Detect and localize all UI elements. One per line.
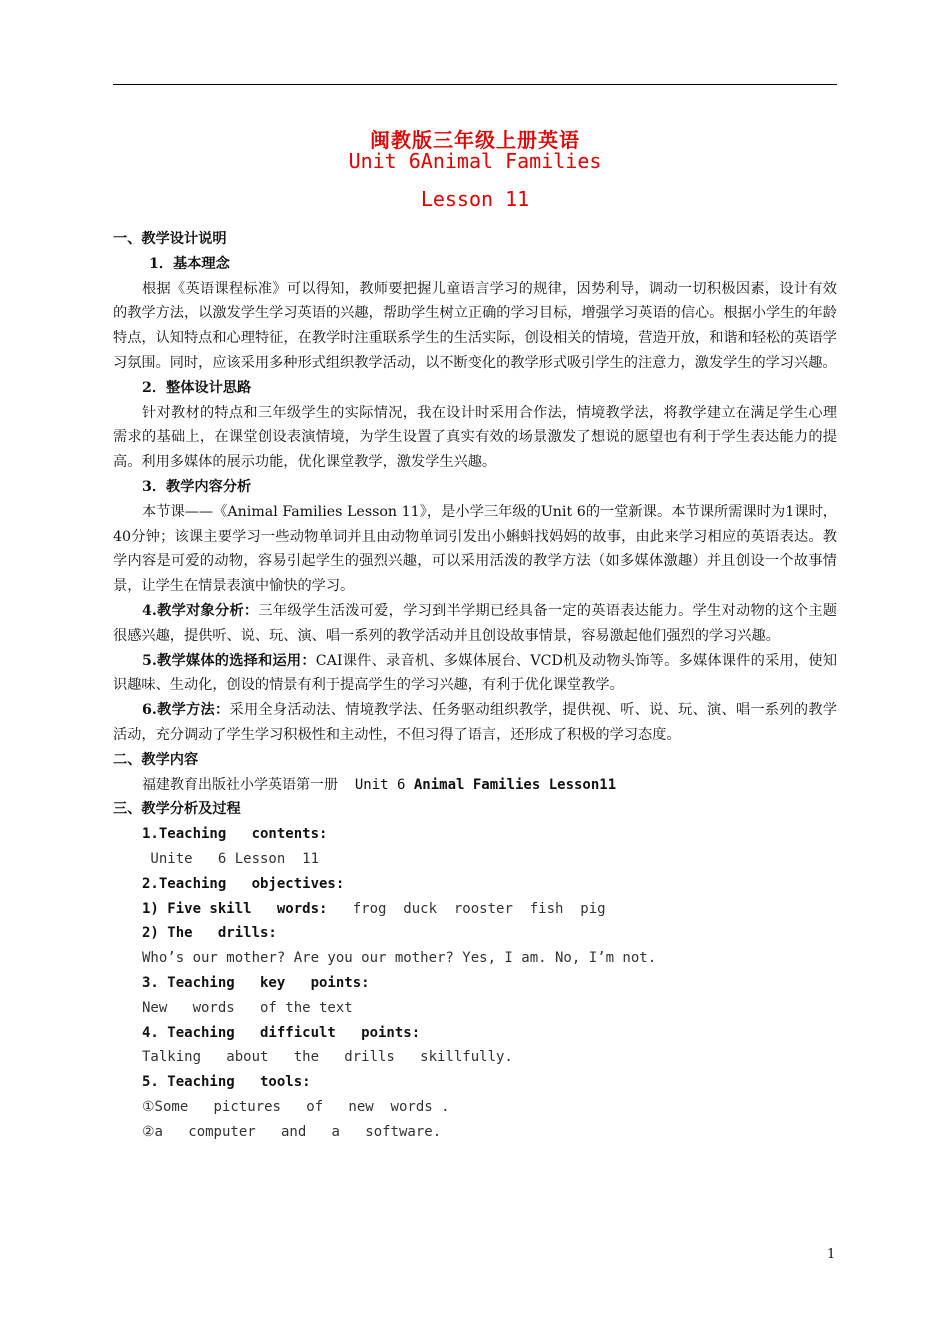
subsection-6 xyxy=(113,698,837,748)
section-2-heading: 二、教学内容 xyxy=(113,751,199,768)
document-title: 闽教版三年级上册英语 xyxy=(370,128,580,152)
item-teaching-contents: 1.Teaching contents: xyxy=(142,826,328,843)
subsection-1-text: 根据《英语课程标准》可以得知，教师要把握儿童语言学习的规律，因势利导，调动一切积极因素，设计有效的教学方法，以激发学生学习英语的兴趣，帮助学生树立正确的学习目标，增强学习英语的信心。根据小学生的年龄特点，认知特点和心理特征，在教学时注重联系学生的生活实际，创设相关的情境，营造开放，和谐和轻松的英语学习氛围。同时，应该采用多种形式组织教学活动，以不断变化的教学形式吸引学生的注意力，激发学生的学习兴趣。 xyxy=(113,280,837,371)
unit-title: Unit 6Animal Families xyxy=(348,149,602,173)
subsection-2-text: 针对教材的特点和三年级学生的实际情况，我在设计时采用合作法，情境教学法，将教学建立在满足学生心理需求的基础上，在课堂创设表演情境，为学生设置了真实有效的场景激发了想说的愿望也有利于学生表达能力的提高。利用多媒体的展示功能，优化课堂教学，激发学生兴趣。 xyxy=(113,404,837,471)
subsection-3-heading: 3．教学内容分析 xyxy=(142,478,252,495)
subsection-5-label: 5.教学媒体的选择和运用： xyxy=(142,652,316,669)
item-unit-lesson: Unite 6 Lesson 11 xyxy=(142,850,320,867)
item-difficult-points-text: Talking about the drills skillfully. xyxy=(142,1049,513,1066)
item-teaching-objectives: 2.Teaching objectives: xyxy=(142,875,345,892)
item-difficult-points: 4. Teaching difficult points: xyxy=(142,1024,421,1041)
item-drills-text: Who’s our mother? Are you our mother? Yes, I am. No, I’m not. xyxy=(142,950,657,967)
item-key-points-text: New words of the text xyxy=(142,999,353,1016)
item-drills: 2) The drills: xyxy=(142,925,277,942)
subsection-1-heading: 1．基本理念 xyxy=(149,255,230,272)
section-1-heading: 一、教学设计说明 xyxy=(113,231,227,247)
subsection-4-label: 4.教学对象分析： xyxy=(142,602,259,619)
item-skill-words xyxy=(113,897,837,922)
section-3-heading: 三、教学分析及过程 xyxy=(113,801,241,818)
subsection-6-label: 6.教学方法： xyxy=(142,702,230,719)
subsection-6-text: 采用全身活动法、情境教学法、任务驱动组织教学，提供视、听、说、玩、演、唱一系列的教学活动，充分调动了学生学习积极性和主动性，不但习得了语言，还形成了积极的学习态度。 xyxy=(113,702,838,743)
skill-words-label: 1) Five skill words: xyxy=(142,900,328,917)
subsection-2-heading: 2．整体设计思路 xyxy=(142,379,252,396)
item-tool-1: ①Some pictures of new words . xyxy=(142,1098,450,1115)
item-teaching-tools: 5. Teaching tools: xyxy=(142,1074,311,1091)
subsection-4-text: 三年级学生活泼可爱，学习到半学期已经具备一定的英语表达能力。学生对动物的这个主题很感兴趣，提供听、说、玩、演、唱一系列的教学活动并且创设故事情景，容易激起他们强烈的学习兴趣。 xyxy=(113,602,837,644)
skill-words-list: frog duck rooster fish pig xyxy=(327,900,606,917)
page-number: 1 xyxy=(827,1247,836,1262)
section-2-text xyxy=(113,773,837,798)
subsection-5 xyxy=(113,649,837,699)
subsection-5-text: CAI课件、录音机、多媒体展台、VCD机及动物头饰等。多媒体课件的采用，使知识趣味、生动化，创设的情景有利于提高学生的学习兴趣，有利于优化课堂教学。 xyxy=(113,652,838,694)
subsection-4 xyxy=(113,599,837,649)
document-body xyxy=(113,227,837,1144)
header-rule xyxy=(113,84,837,85)
item-key-points: 3. Teaching key points: xyxy=(142,974,370,991)
lesson-title: Lesson 11 xyxy=(420,187,530,211)
section-2-text-cn: 福建教育出版社小学英语第一册 Unit 6 xyxy=(142,776,414,793)
item-tool-2: ②a computer and a software. xyxy=(142,1123,442,1140)
subsection-3-text: 本节课——《Animal Families Lesson 11》，是小学三年级的Unit 6的一堂新课。本节课所需课时为1课时，40分钟；该课主要学习一些动物单词并且由动物单词引发出小蝌蚪找妈妈的故事，由此来学习相应的英语表达。教学内容是可爱的动物，容易引起学生的强烈兴趣，可以采用活泼的教学方法（如多媒体激趣）并且创设一个故事情景，让学生在情景表演中愉快的学习。 xyxy=(113,503,837,595)
section-2-text-en: Animal Families Lesson11 xyxy=(413,776,617,793)
